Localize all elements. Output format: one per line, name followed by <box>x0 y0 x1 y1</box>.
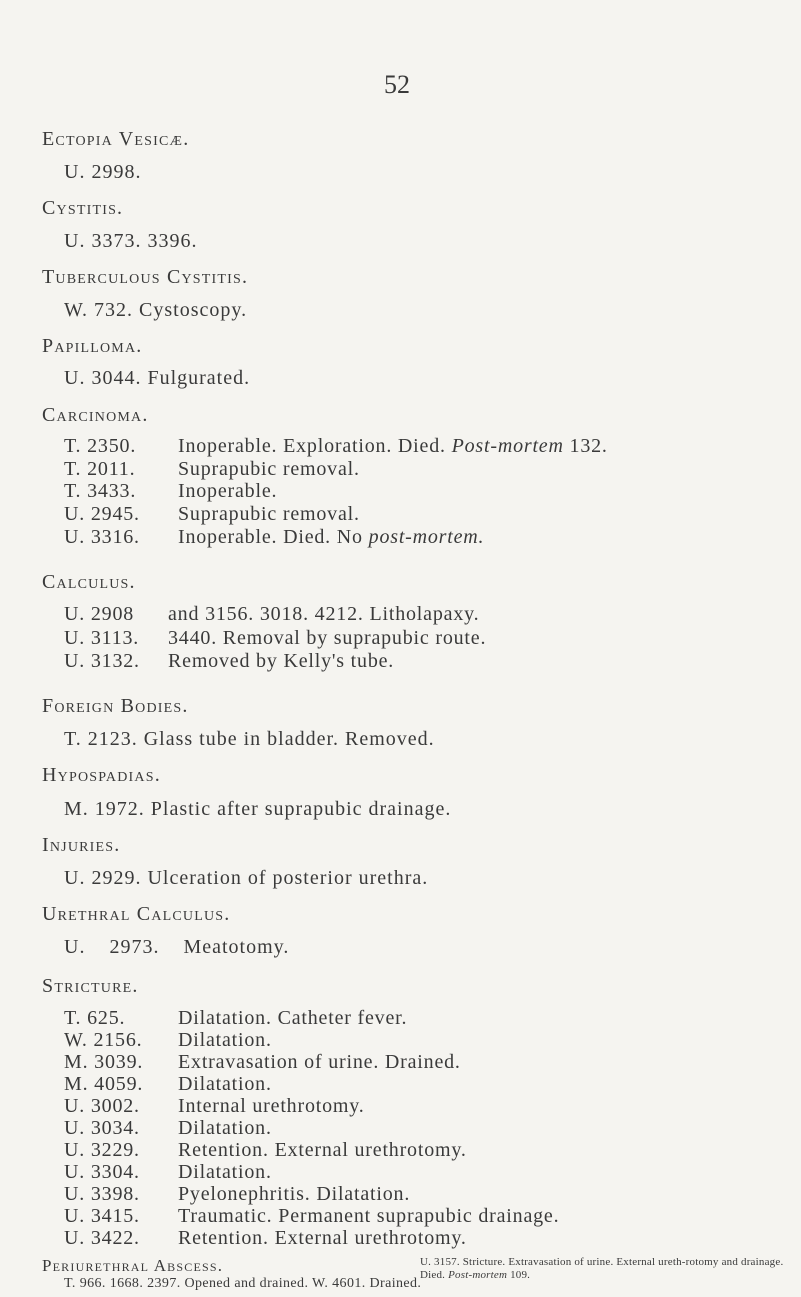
heading-calculus: Calculus. <box>42 571 136 593</box>
case-desc: Inoperable. <box>178 480 278 502</box>
entry-tuberculous-cystitis: W. 732. Cystoscopy. <box>64 299 248 321</box>
case-desc: Inoperable. Died. No post-mortem. <box>178 526 485 548</box>
case-ref: T. 2011. <box>64 458 136 480</box>
case-ref: U. 3415. <box>64 1205 140 1227</box>
case-desc: Dilatation. <box>178 1029 272 1051</box>
case-desc: Removed by Kelly's tube. <box>168 650 395 672</box>
heading-papilloma: Papilloma. <box>42 335 143 357</box>
heading-tuberculous-cystitis: Tuberculous Cystitis. <box>42 266 249 288</box>
heading-foreign-bodies: Foreign Bodies. <box>42 695 189 717</box>
case-ref: U. 3113. <box>64 627 140 649</box>
page-number: 52 <box>384 70 410 99</box>
case-desc: Pyelonephritis. Dilatation. <box>178 1183 411 1205</box>
case-desc: 3440. Removal by suprapubic route. <box>168 627 487 649</box>
case-desc: Suprapubic removal. <box>178 503 360 525</box>
heading-periurethral-abscess: Periurethral Abscess. <box>42 1256 224 1275</box>
entry-hypospadias: M. 1972. Plastic after suprapubic drainage. <box>64 798 452 820</box>
case-desc: and 3156. 3018. 4212. Litholapaxy. <box>168 603 480 625</box>
case-desc: Retention. External urethrotomy. <box>178 1227 467 1249</box>
case-ref: M. 3039. <box>64 1051 144 1073</box>
heading-hypospadias: Hypospadias. <box>42 764 161 786</box>
case-desc: Traumatic. Permanent suprapubic drainage. <box>178 1205 560 1227</box>
carcinoma-row <box>64 526 764 552</box>
case-ref: U. 3316. <box>64 526 140 548</box>
entry-periurethral-2: U. 3157. Stricture. Extravasation of urine. External ureth-rotomy and drainage. Died. Post-mortem 109. <box>420 1256 784 1281</box>
heading-stricture: Stricture. <box>42 975 139 997</box>
case-ref: U. 2945. <box>64 503 140 525</box>
case-ref: T. 2350. <box>64 435 137 457</box>
calculus-row <box>64 650 764 676</box>
heading-urethral-calculus: Urethral Calculus. <box>42 903 231 925</box>
case-ref: T. 625. <box>64 1007 126 1029</box>
case-ref: U. 3304. <box>64 1161 140 1183</box>
case-ref: U. 3229. <box>64 1139 140 1161</box>
case-desc: Inoperable. Exploration. Died. Post-mortem 132. <box>178 435 608 457</box>
calculus-row <box>64 603 764 629</box>
entry-injuries: U. 2929. Ulceration of posterior urethra. <box>64 867 429 889</box>
case-ref: U. 3398. <box>64 1183 140 1205</box>
heading-cystitis: Cystitis. <box>42 197 124 219</box>
case-desc: Dilatation. <box>178 1117 272 1139</box>
case-ref: U. 3422. <box>64 1227 140 1249</box>
entry-periurethral-1: T. 966. 1668. 2397. Opened and drained. W. 4601. Drained. <box>64 1276 422 1291</box>
case-ref: U. 3132. <box>64 650 140 672</box>
case-ref: U. 3034. <box>64 1117 140 1139</box>
case-ref: U. 2908 <box>64 603 135 625</box>
entry-ectopia-vesicae: U. 2998. <box>64 161 142 183</box>
stricture-row <box>64 1227 784 1253</box>
entry-urethral-calculus: U. 2973. Meatotomy. <box>64 936 290 958</box>
case-ref: M. 4059. <box>64 1073 144 1095</box>
case-ref: U. 3002. <box>64 1095 140 1117</box>
heading-ectopia-vesicae: Ectopia Vesicæ. <box>42 128 190 150</box>
case-desc: Internal urethrotomy. <box>178 1095 365 1117</box>
case-desc: Extravasation of urine. Drained. <box>178 1051 461 1073</box>
case-desc: Dilatation. <box>178 1073 272 1095</box>
case-desc: Suprapubic removal. <box>178 458 360 480</box>
case-ref: W. 2156. <box>64 1029 143 1051</box>
entry-cystitis: U. 3373. 3396. <box>64 230 198 252</box>
entry-papilloma: U. 3044. Fulgurated. <box>64 367 251 389</box>
case-desc: Dilatation. Catheter fever. <box>178 1007 408 1029</box>
entry-foreign-bodies: T. 2123. Glass tube in bladder. Removed. <box>64 728 435 750</box>
heading-carcinoma: Carcinoma. <box>42 404 149 426</box>
case-desc: Dilatation. <box>178 1161 272 1183</box>
heading-injuries: Injuries. <box>42 834 121 856</box>
case-ref: T. 3433. <box>64 480 137 502</box>
case-desc: Retention. External urethrotomy. <box>178 1139 467 1161</box>
